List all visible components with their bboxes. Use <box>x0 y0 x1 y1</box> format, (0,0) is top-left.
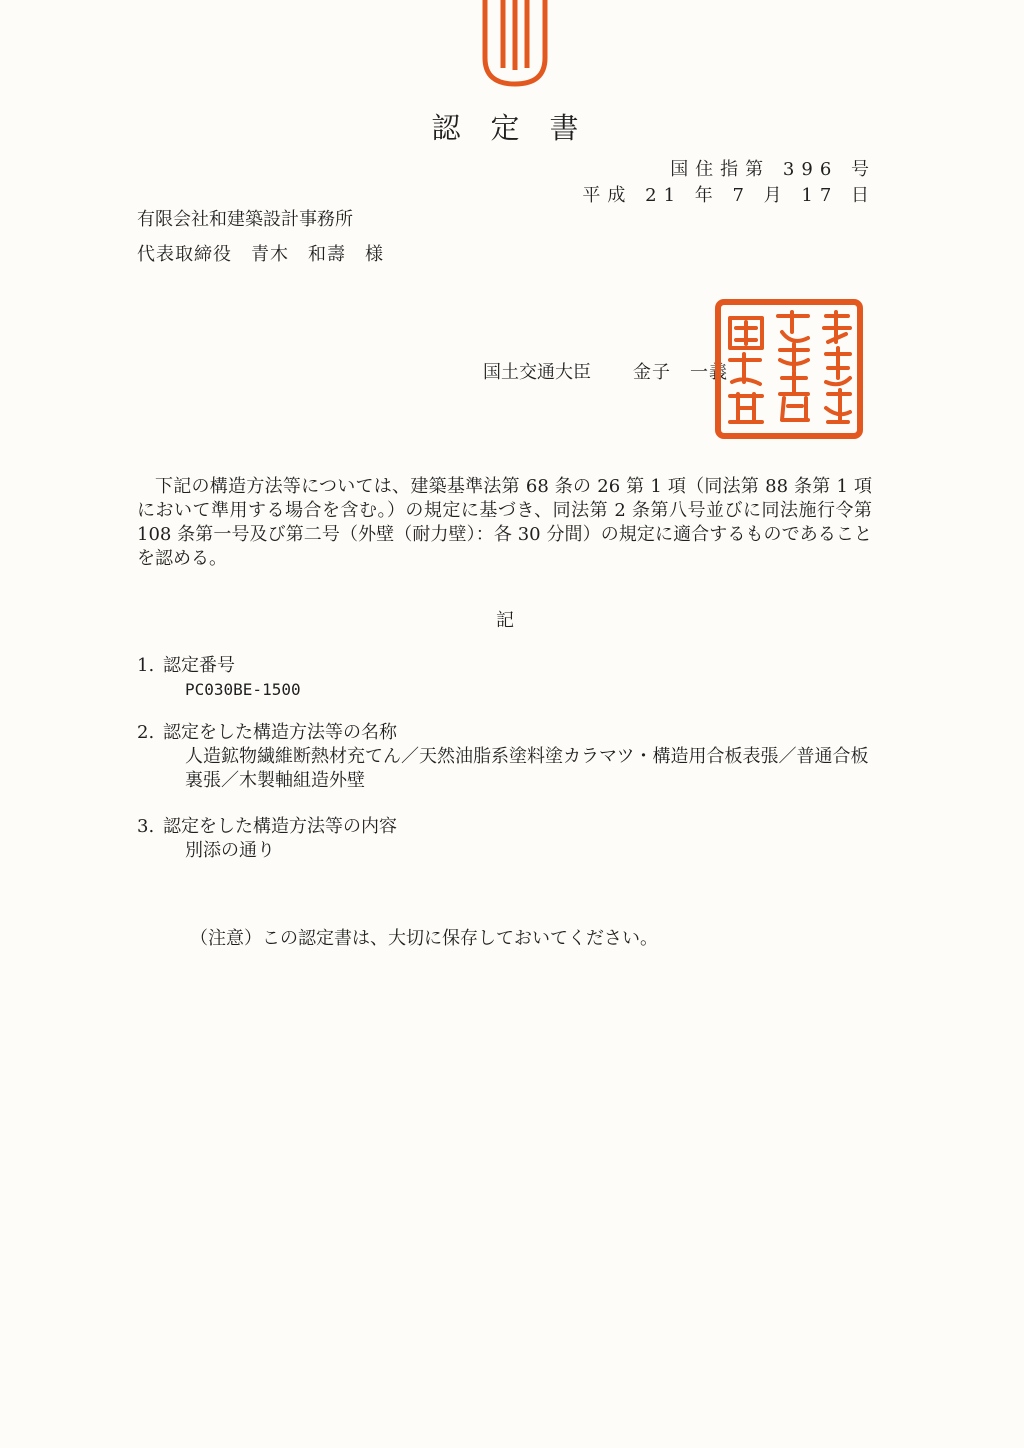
document-title: 認定書 <box>431 111 609 145</box>
item-certification-number <box>137 654 877 702</box>
item-number: 1. <box>137 655 155 676</box>
document-date: 平成 21 年 7 月 17 日 <box>582 185 876 206</box>
issuer-line <box>483 358 728 384</box>
issuer-name: 金子 一義 <box>633 362 728 383</box>
top-tassel-mark <box>481 0 549 88</box>
item-value: 人造鉱物繊維断熱材充てん／天然油脂系塗料塗カラマツ・構造用合板表張／普通合板裏張／木製軸組造外壁 <box>185 746 869 791</box>
item-label: 認定をした構造方法等の内容 <box>163 816 397 837</box>
certification-paragraph: 下記の構造方法等については、建築基準法第 68 条の 26 第 1 項（同法第 88 条第 1 項において準用する場合を含む。）の規定に基づき、同法第 2 条第八号並びに同法施行令第 108 条第一号及び第二号（外壁（耐力壁）：各 30 分間）の規定に適合するものであることを認める。 <box>137 476 872 569</box>
official-seal-stamp <box>714 298 864 440</box>
item-number: 3. <box>137 816 155 837</box>
item-structure-name <box>137 721 877 793</box>
item-value: PC030BE-1500 <box>185 680 301 699</box>
item-structure-content <box>137 815 877 863</box>
issuer-title: 国土交通大臣 <box>483 362 591 383</box>
item-value: 別添の通り <box>185 840 275 861</box>
recipient-name: 代表取締役 青木 和壽 様 <box>137 244 384 265</box>
item-label: 認定をした構造方法等の名称 <box>163 722 397 743</box>
document-number: 国住指第 396 号 <box>670 159 876 180</box>
notice-text: （注意）この認定書は、大切に保存しておいてください。 <box>190 928 658 949</box>
item-number: 2. <box>137 722 155 743</box>
ki-heading: 記 <box>496 610 514 631</box>
recipient-company: 有限会社和建築設計事務所 <box>137 209 353 230</box>
item-label: 認定番号 <box>163 655 235 676</box>
